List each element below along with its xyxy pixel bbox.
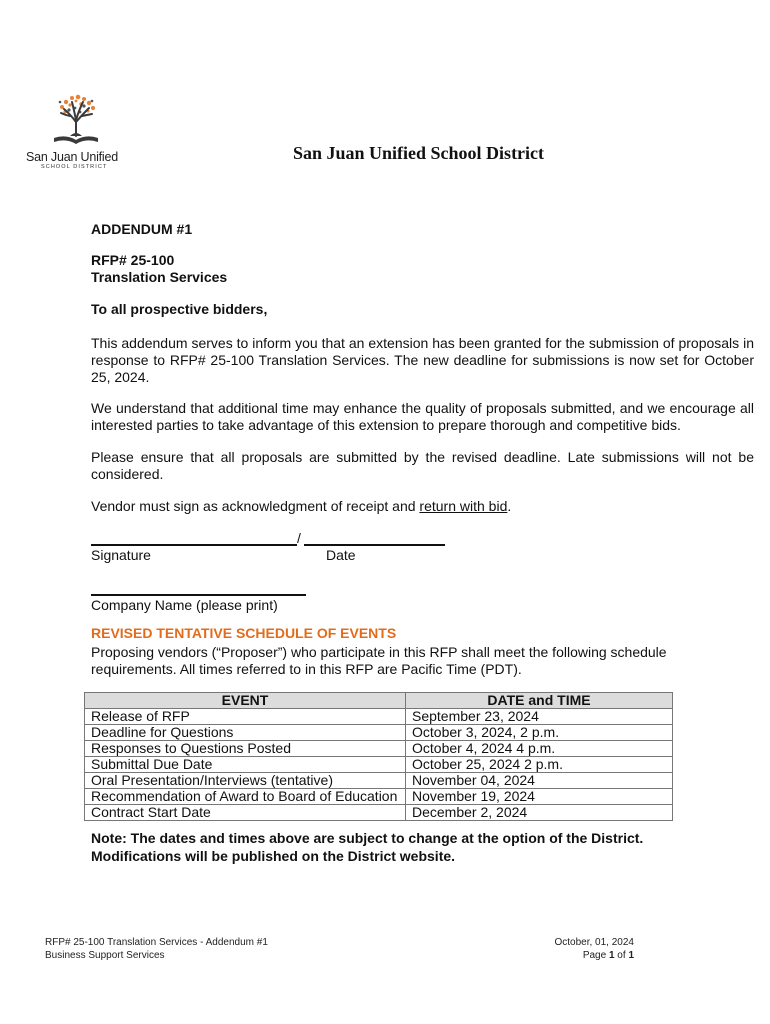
footer-department: Business Support Services [45,950,165,961]
column-header-event: EVENT [85,693,406,709]
table-header-row [85,693,673,709]
column-header-date: DATE and TIME [406,693,673,709]
schedule-note-line-1: Note: The dates and times above are subject to change at the option of the District. [91,830,644,846]
vendor-instruction [91,498,511,515]
page-of-word: of [614,950,629,961]
date-cell: September 23, 2024 [406,709,673,725]
event-cell: Oral Presentation/Interviews (tentative) [85,773,406,789]
paragraph-encourage: We understand that additional time may enhance the quality of proposals submitted, and we encourage all interested parties to take advantage of this extension to prepare thorough and competitive bids. [91,400,754,433]
page-word: Page [582,950,609,961]
event-cell: Responses to Questions Posted [85,741,406,757]
slash-separator: / [297,530,301,546]
date-cell: October 25, 2024 2 p.m. [406,757,673,773]
rfp-number: RFP# 25-100 [91,252,175,268]
company-name-label: Company Name (please print) [91,597,278,613]
event-cell: Release of RFP [85,709,406,725]
event-cell: Contract Start Date [85,805,406,821]
logo-wordmark: San Juan Unified [26,150,119,164]
company-name-line [91,594,306,596]
addendum-heading: ADDENDUM #1 [91,221,193,237]
page-total: 1 [628,950,634,961]
logo-subtitle: SCHOOL DISTRICT [41,164,108,170]
event-cell: Deadline for Questions [85,725,406,741]
table-row [85,709,673,725]
date-line [304,544,445,546]
date-cell: November 04, 2024 [406,773,673,789]
return-with-bid-text: return with bid [419,498,508,514]
schedule-title: REVISED TENTATIVE SCHEDULE OF EVENTS [91,625,397,641]
page-title: San Juan Unified School District [293,143,545,163]
schedule-note-line-2: Modifications will be published on the District website. [91,848,456,864]
table-row [85,741,673,757]
page-current: 1 [608,950,615,961]
rfp-title: Translation Services [91,269,228,285]
schedule-intro-line-1: Proposing vendors (“Proposer”) who participate in this RFP shall meet the following schedule [91,644,667,660]
schedule-intro-line-2: requirements. All times referred to in this RFP are Pacific Time (PDT). [91,661,522,677]
date-cell: October 3, 2024, 2 p.m. [406,725,673,741]
table-row [85,805,673,821]
signature-label: Signature [91,547,151,563]
footer-doc-reference: RFP# 25-100 Translation Services - Addendum #1 [45,937,268,948]
table-row [85,725,673,741]
footer-page-number [583,949,634,962]
paragraph-extension: This addendum serves to inform you that an extension has been granted for the submission of proposals in response to RFP# 25-100 Translation Services. The new deadline for submissions is now set for October 25, 2024. [91,335,754,385]
tree-logo-icon [26,92,126,152]
signature-line [91,544,297,546]
date-cell: October 4, 2024 4 p.m. [406,741,673,757]
date-label: Date [326,547,356,563]
event-cell: Submittal Due Date [85,757,406,773]
schedule-table [84,692,673,821]
footer-date: October, 01, 2024 [554,937,634,948]
salutation: To all prospective bidders, [91,301,268,317]
event-cell: Recommendation of Award to Board of Education [85,789,406,805]
table-row [85,773,673,789]
vendor-instruction-text: Vendor must sign as acknowledgment of receipt and [91,498,420,514]
vendor-instruction-end: . [507,498,512,514]
table-row [85,789,673,805]
paragraph-deadline: Please ensure that all proposals are submitted by the revised deadline. Late submissions will not be considered. [91,449,754,482]
date-cell: November 19, 2024 [406,789,673,805]
table-row [85,757,673,773]
date-cell: December 2, 2024 [406,805,673,821]
